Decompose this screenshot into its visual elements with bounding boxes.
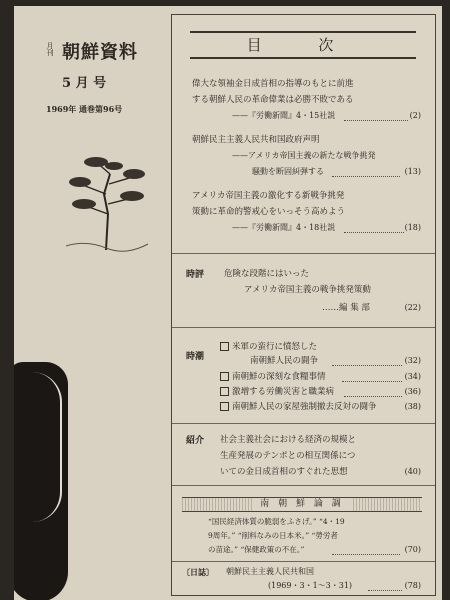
- toc-line: ——『労働新聞』4・15社説: [232, 111, 336, 120]
- leader-dots: [368, 589, 402, 591]
- toc-line: 危険な段階にはいった: [224, 269, 310, 279]
- toc-line: ——アメリカ帝国主義の新たな戦争挑発: [232, 151, 376, 160]
- section-label-jihyo: 時評: [186, 270, 205, 280]
- section-label-shokai: 紹介: [186, 436, 205, 446]
- page-number: (36): [404, 387, 421, 396]
- toc-line: 米軍の蛮行に憤怒した: [220, 342, 317, 352]
- toc-line: ——『労働新聞』4・18社説: [232, 223, 336, 232]
- checkbox-icon: [220, 342, 229, 351]
- toc-line: 激増する労働災害と職業病: [220, 387, 334, 397]
- toc-line: 社会主義社会における経済の規模と: [220, 435, 357, 445]
- page-number: (18): [404, 223, 421, 232]
- leader-dots: [344, 395, 402, 397]
- page-number: (32): [404, 356, 421, 365]
- toc-line: (1969・3・1〜3・31): [268, 581, 353, 590]
- page-number: (2): [409, 111, 421, 120]
- section-label-jicho: 時潮: [186, 352, 205, 362]
- toc-line: の苗途。” “保健政策の不在。”: [208, 545, 305, 554]
- toc-line: する朝鮮人民の革命偉業は必勝不敗である: [192, 95, 354, 105]
- page-number: (22): [404, 303, 421, 312]
- checkbox-icon: [220, 402, 229, 411]
- toc-line: アメリカ帝国主義の戦争挑発策動: [244, 285, 371, 295]
- leader-dots: [342, 380, 402, 382]
- page-number: (78): [404, 581, 421, 590]
- toc-line: アメリカ帝国主義の激化する新戦争挑発: [192, 191, 345, 201]
- magazine-title: 朝鮮資料: [62, 42, 138, 63]
- leader-dots: [332, 175, 400, 177]
- section-divider: [172, 485, 435, 486]
- toc-line: ……編 集 部: [322, 303, 370, 313]
- magazine-page: [14, 6, 442, 600]
- issue-number: 1969年 通巻第96号: [46, 104, 123, 114]
- leader-dots: [332, 553, 400, 555]
- leader-dots: [344, 119, 408, 121]
- section-divider: [172, 561, 435, 562]
- page-number: (40): [404, 467, 421, 476]
- toc-line: 9周年。” “削料なみの日本米。” “勞労者: [208, 531, 338, 540]
- ronchou-banner: 南 朝 鮮 論 調: [182, 497, 422, 512]
- section-divider: [172, 327, 435, 328]
- page-number: (34): [404, 372, 421, 381]
- toc-line: 策動に革命的警戒心をいっそう高めよう: [192, 207, 346, 217]
- toc-line: 南朝鮮人民の闘争: [250, 356, 319, 366]
- leader-dots: [344, 231, 404, 233]
- section-divider: [172, 253, 435, 254]
- toc-line: 騒動を断固糾弾する: [252, 167, 324, 176]
- table-of-contents: [171, 14, 436, 596]
- cover-column: [22, 32, 170, 600]
- toc-line: 朝鮮民主主義人民共和国: [226, 567, 314, 576]
- tree-illustration: [66, 154, 148, 252]
- leader-dots: [332, 364, 402, 366]
- page-number: (38): [404, 402, 421, 411]
- page-number: (13): [404, 167, 421, 176]
- monthly-label: 月刊: [46, 42, 54, 56]
- toc-line: いての金日成首相のすぐれた思想: [220, 467, 348, 477]
- checkbox-icon: [220, 372, 229, 381]
- toc-line: 偉大な領袖金日成首相の指導のもとに前進: [192, 79, 354, 89]
- toc-line: 南朝鮮人民の家屋強制撤去反対の闘争: [220, 402, 377, 412]
- section-label-nisshi: 〔日誌〕: [182, 567, 214, 577]
- toc-heading: 目 次: [190, 31, 416, 59]
- checkbox-icon: [220, 387, 229, 396]
- toc-line: 生産発展のテンポとの相互関係につ: [220, 451, 356, 461]
- page-number: (70): [404, 545, 421, 554]
- section-divider: [172, 423, 435, 424]
- toc-line: 朝鮮民主主義人民共和国政府声明: [192, 135, 320, 145]
- issue-month: 5 月 号: [62, 76, 107, 91]
- shadow-highlight: [32, 372, 62, 522]
- toc-line: “国民経済体質の脆弱をふさげ。” “4・19: [208, 517, 345, 526]
- toc-line: 南朝鮮の深刻な食糧事情: [220, 372, 326, 382]
